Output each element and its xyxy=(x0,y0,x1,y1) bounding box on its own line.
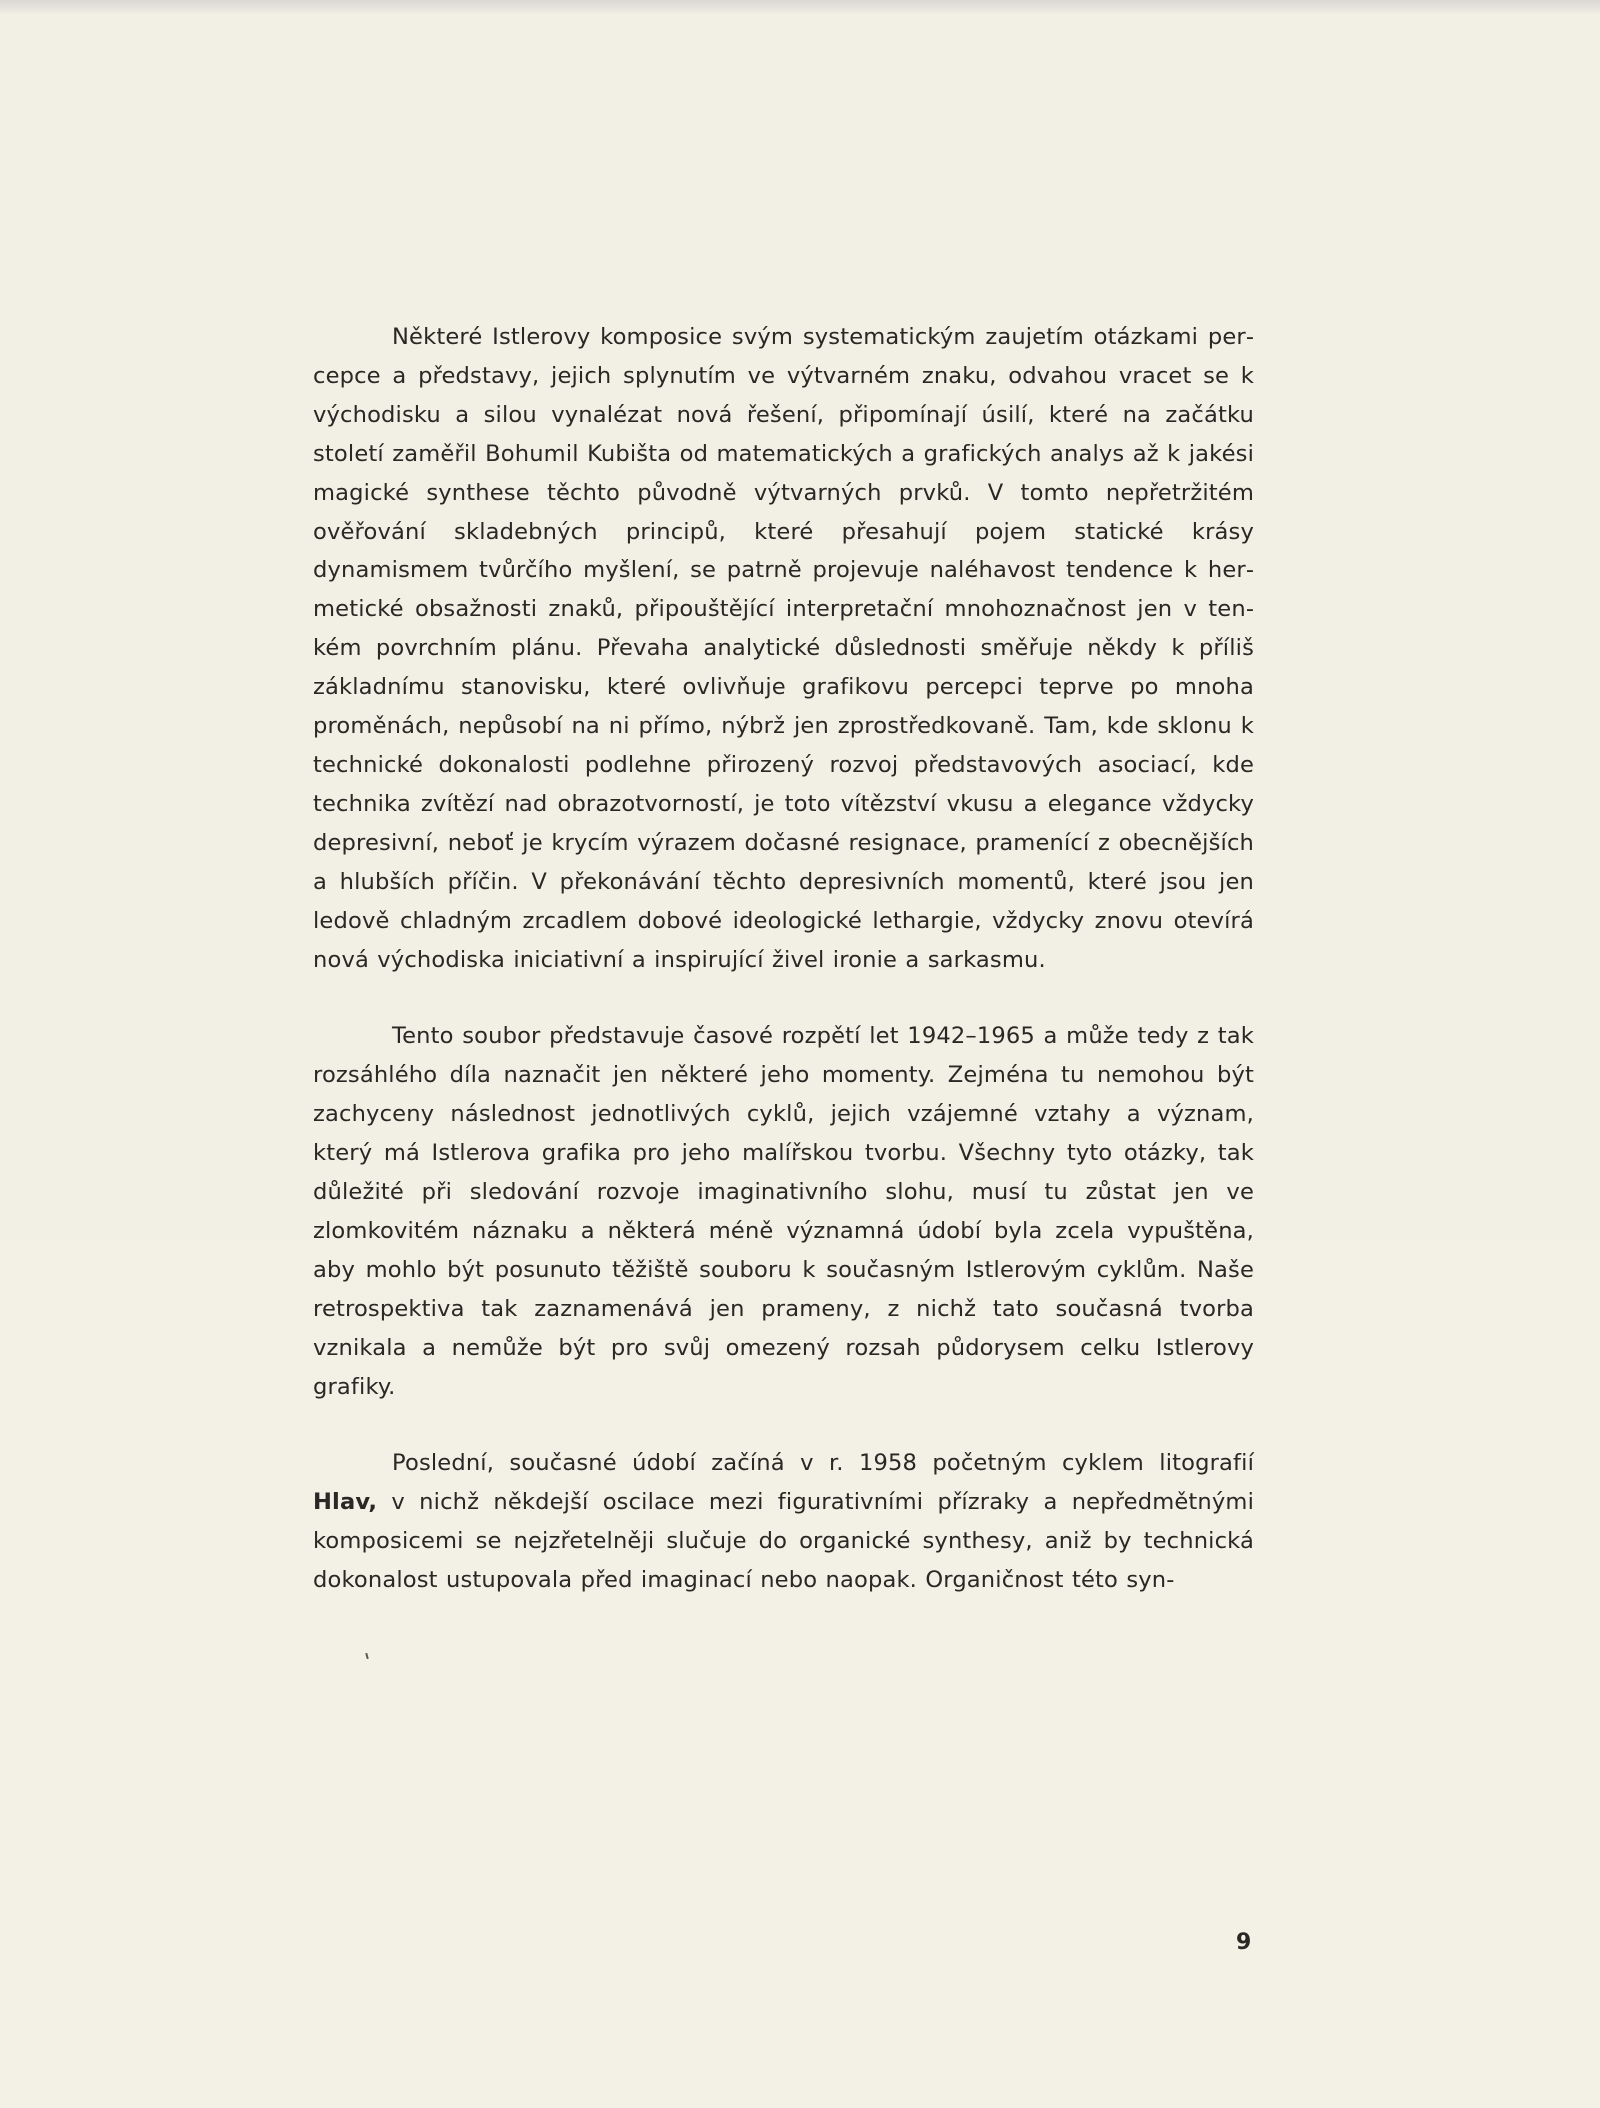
stray-ink-mark xyxy=(365,1653,368,1659)
paragraph-1: Některé Istlerovy komposice svým systematickým zaujetím otázkami percepce a představy, jejich splynutím ve výtvarném znaku, odvahou vracet se k východisku a silou vynalézat nová řešení, připomínají úsilí, které na začátku století zaměřil Bohumil Kubišta od matematických a grafických analys až k jakési magické synthese těchto původně výtvarných prvků. V tomto nepřetržitém ověřování skladebných principů, které přesahují pojem statické krásy dynamismem tvůrčího myšlení, se patrně projevuje naléhavost tendence k hermetické obsažnosti znaků, připouštějící interpretační mnohoznačnost jen v tenkém povrchním plánu. Převaha analytické důslednosti směřuje někdy k příliš základnímu stanovisku, které ovlivňuje grafikovu percepci teprve po mnoha proměnách, nepůsobí na ni přímo, nýbrž jen zprostředkovaně. Tam, kde sklonu k technické dokonalosti podlehne přirozený rozvoj představových asociací, kde technika zvítězí nad obrazotvorností, je toto vítězství vkusu a elegance vždycky depresivní, neboť je krycím výrazem dočasné resignace, pramenící z obecnějších a hlubších příčin. V překonávání těchto depresivních momentů, které jsou jen ledově chladným zrcadlem dobové ideologické lethargie, vždycky znovu otevírá nová východiska iniciativní a inspirující živel ironie a sarkasmu. xyxy=(313,324,1254,973)
bold-term-hlav: Hlav, xyxy=(313,1489,378,1516)
page-number: 9 xyxy=(1236,1930,1252,1955)
paragraph-3-rest: v nichž někdejší oscilace mezi figurativními přízraky a nepředmětnými komposicemi se nejzřetelněji slučuje do organické synthesy, aniž by technická dokonalost ustupovala před imaginací nebo naopak. Organičnost této syn- xyxy=(313,1489,1254,1594)
paragraph-2: Tento soubor představuje časové rozpětí let 1942–1965 a může tedy z tak rozsáhlého díla naznačit jen některé jeho momenty. Zejména tu nemohou být zachyceny následnost jednotlivých cyklů, jejich vzájemné vztahy a význam, který má Istlerova grafika pro jeho malířskou tvorbu. Všechny tyto otázky, tak důležité při sledování rozvoje imaginativního slohu, musí tu zůstat jen ve zlomkovitém náznaku a některá méně významná údobí byla zcela vypuštěna, aby mohlo být posunuto těžiště souboru k současným Istlerovým cyklům. Naše retrospektiva tak zaznamenává jen prameny, z nichž tato současná tvorba vznikala a nemůže být pro svůj omezený rozsah půdorysem celku Istlerovy grafiky. xyxy=(313,1023,1254,1400)
text-block xyxy=(313,318,1254,1600)
paragraph-3-start: Poslední, současné údobí začíná v r. 1958 početným cyklem litografií xyxy=(392,1450,1254,1477)
paragraph-3 xyxy=(313,1444,1254,1600)
